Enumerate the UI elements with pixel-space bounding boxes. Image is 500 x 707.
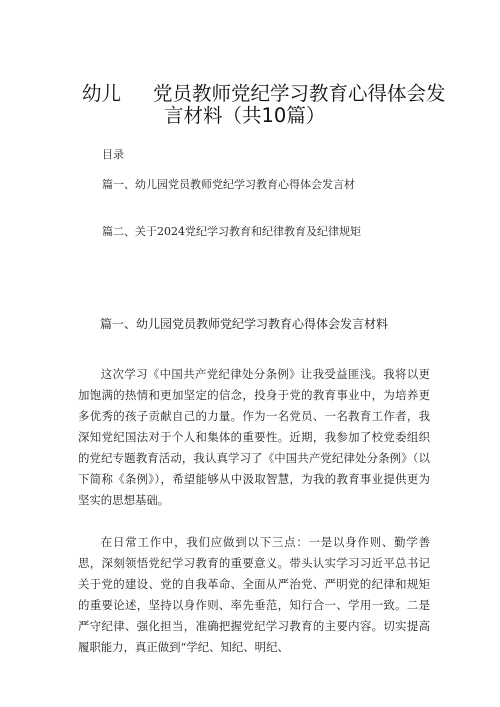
- title-part-1: 幼儿: [82, 82, 122, 105]
- toc-item-1[interactable]: 篇一、幼儿园党员教师党纪学习教育心得体会发言材: [102, 178, 355, 191]
- section-heading: 篇一、幼儿园党员教师党纪学习教育心得体会发言材料: [100, 317, 389, 331]
- toc-item-2[interactable]: 篇二、关于2024党纪学习教育和纪律教育及纪律规矩: [102, 225, 361, 238]
- toc-label: 目录: [102, 148, 124, 161]
- title-line-2: 言材料（共10篇）: [164, 104, 326, 127]
- title-part-2: 党员教师党纪学习教育心得体会发: [153, 82, 446, 105]
- paragraph-2: 在日常工作中，我们应做到以下三点：一是以身作则、勤学善思，深刻领悟党纪学习教育的重要意义。带头认实学习习近平总书记关于党的建设、党的自我革命、全面从严治党、严明党的纪律和规矩的重要论述，坚持以身作则、率先垂范，知行合一、学用一致。二是严守纪律、强化担当，准确把握党纪学习教育的主要内容。切实提高履职能力，真正做到“学纪、知纪、明纪、: [78, 535, 430, 654]
- paragraph-1: 这次学习《中国共产党纪律处分条例》让我受益匪浅。我将以更加饱满的热情和更加坚定的信念，投身于党的教育事业中，为培养更多优秀的孩子贡献自己的力量。作为一名党员、一名教育工作者，我深知党纪国法对于个人和集体的重要性。近期，我参加了校党委组织的党纪专题教育活动，我认真学习了《中国共产党纪律处分条例》（以下简称《条例》），希望能够从中汲取智慧，为我的教育事业提供更为坚实的思想基础。: [78, 367, 430, 507]
